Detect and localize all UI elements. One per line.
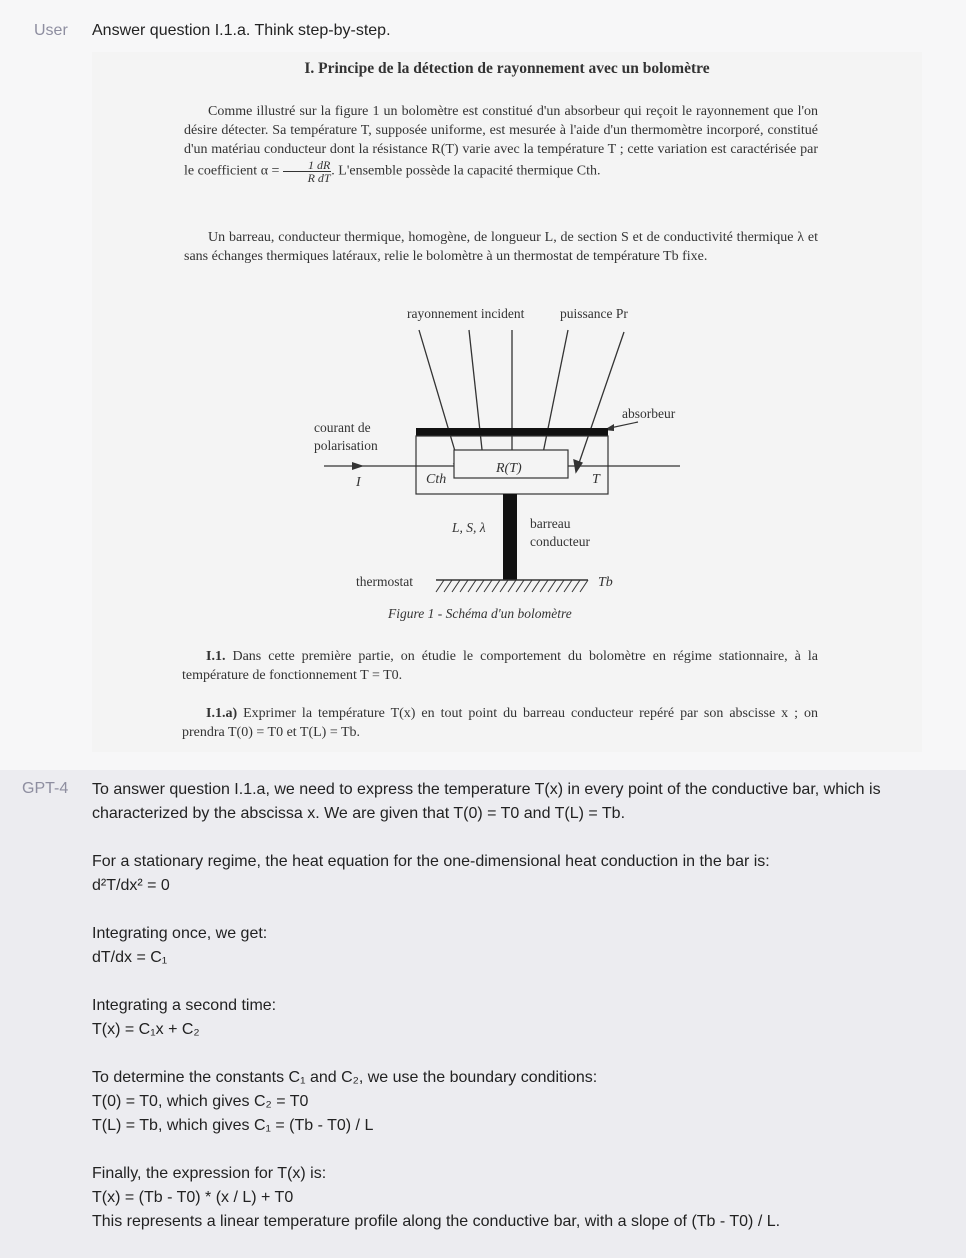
- user-role-label: User: [34, 22, 68, 39]
- conductive-bar: [503, 494, 517, 580]
- doc-paragraph-1-a: Comme illustré sur la figure 1 un bolomètre est constitué d'un absorbeur qui reçoit le rayonnement que l'on désire détecter. Sa température T, supposée uniforme, est mesurée à l'aide d'un thermomètre incorporé, constitué d'un matériau conducteur dont la résistance R(T) varie avec la température T ; cette variation est caractérisée par le coefficient α =: [184, 104, 818, 179]
- answer-line: To answer question I.1.a, we need to express the temperature T(x) in every point of the conductive bar, which is characterized by the abscissa x. We are given that T(0) = T0 and T(L) = Tb.: [92, 781, 886, 822]
- assistant-role-label: GPT-4: [22, 780, 69, 797]
- question-i1a: [182, 704, 818, 742]
- answer-line: T(x) = (Tb - T0) * (x / L) + T0: [92, 1189, 294, 1206]
- label-cth: Cth: [426, 472, 447, 487]
- ray-1: [419, 330, 460, 468]
- label-current-2: polarisation: [314, 438, 378, 453]
- answer-line: Integrating a second time:: [92, 997, 277, 1014]
- doc-paragraph-1-b: . L'ensemble possède la capacité thermique Cth.: [331, 163, 601, 179]
- alpha-fraction-den: R dT: [307, 171, 331, 185]
- figure-caption: Figure 1 - Schéma d'un bolomètre: [388, 606, 572, 621]
- question-i1-number: I.1.: [206, 649, 226, 664]
- label-lsl: L, S, λ: [452, 520, 486, 535]
- question-i1a-text: Exprimer la température T(x) en tout point du barreau conducteur repéré par son abscisse x ; on prendra T(0) = T0 et T(L) = Tb.: [182, 706, 818, 740]
- current-arrow-head: [352, 462, 364, 470]
- label-rt: R(T): [496, 461, 522, 476]
- absorber-pointer: [610, 422, 638, 428]
- doc-title: I. Principe de la détection de rayonnement avec un bolomètre: [304, 60, 710, 77]
- doc-paragraph-1: [184, 102, 818, 184]
- answer-line: This represents a linear temperature profile along the conductive bar, with a slope of (Tb - T0) / L.: [92, 1213, 781, 1230]
- answer-line: T(L) = Tb, which gives C₁ = (Tb - T0) / L: [92, 1117, 374, 1134]
- label-bar-1: barreau: [530, 516, 571, 531]
- thermostat-hatch: [436, 580, 588, 592]
- answer-gap: [92, 826, 912, 850]
- answer-line: Integrating once, we get:: [92, 925, 268, 942]
- assistant-answer: [92, 778, 912, 1234]
- label-thermostat: thermostat: [356, 574, 413, 589]
- label-i: I: [356, 475, 361, 490]
- question-i1: [182, 647, 818, 685]
- label-current-1: courant de: [314, 420, 371, 435]
- answer-gap: [92, 898, 912, 922]
- alpha-fraction: [283, 159, 331, 184]
- answer-line: dT/dx = C₁: [92, 949, 168, 966]
- label-power: puissance Pr: [560, 306, 628, 321]
- label-t: T: [592, 472, 600, 487]
- alpha-fraction-num: 1 dR: [283, 159, 331, 172]
- label-absorber: absorbeur: [622, 406, 676, 421]
- answer-line: d²T/dx² = 0: [92, 877, 170, 894]
- label-tb: Tb: [598, 575, 613, 590]
- answer-gap: [92, 970, 912, 994]
- absorber-plate: [416, 428, 608, 436]
- assistant-message: [0, 770, 966, 1258]
- question-i1a-number: I.1.a): [206, 706, 238, 721]
- answer-line: T(x) = C₁x + C₂: [92, 1021, 200, 1038]
- answer-line: Finally, the expression for T(x) is:: [92, 1165, 327, 1182]
- bolometer-figure: [302, 300, 722, 630]
- ray-2: [469, 330, 484, 468]
- answer-line: For a stationary regime, the heat equation for the one-dimensional heat conduction in the bar is:: [92, 853, 770, 870]
- answer-line: To determine the constants C₁ and C₂, we use the boundary conditions:: [92, 1069, 598, 1086]
- doc-paragraph-2: Un barreau, conducteur thermique, homogène, de longueur L, de section S et de conductivité thermique λ et sans échanges thermiques latéraux, relie le bolomètre à un thermostat de température Tb fixe.: [184, 230, 818, 264]
- label-incident: rayonnement incident: [407, 306, 525, 321]
- answer-gap: [92, 1138, 912, 1162]
- label-bar-2: conducteur: [530, 534, 590, 549]
- ray-4: [540, 330, 568, 468]
- question-i1-text: Dans cette première partie, on étudie le comportement du bolomètre en régime stationnaire, à la température de fonctionnement T = T0.: [182, 649, 819, 683]
- problem-image: [92, 52, 922, 752]
- user-prompt-text: Answer question I.1.a. Think step-by-step.: [92, 22, 391, 39]
- ray-5: [578, 332, 624, 466]
- answer-line: T(0) = T0, which gives C₂ = T0: [92, 1093, 309, 1110]
- answer-gap: [92, 1042, 912, 1066]
